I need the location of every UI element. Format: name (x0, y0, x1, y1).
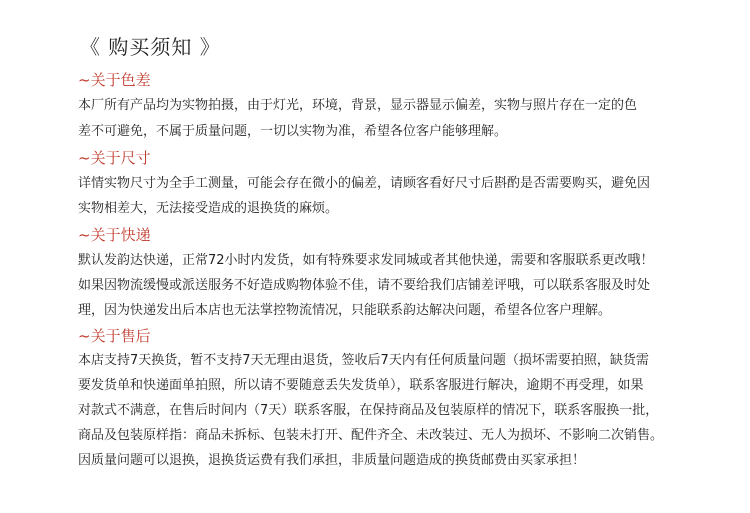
section-text-line: 实物相差大，无法接受造成的退换货的麻烦。 (78, 201, 339, 216)
section-text-line: 理，因为快递发出后本店也无法掌控物流情况，只能联系韵达解决问题，希望各位客户理解。 (78, 303, 612, 318)
section-text-line: 本厂所有产品均为实物拍摄，由于灯光，环境，背景，显示器显示偏差，实物与照片存在一定的色 (78, 98, 638, 113)
section-text-line: 如果因物流缓慢或派送服务不好造成购物体验不佳，请不要给我们店铺差评哦，可以联系客服及时处 (78, 278, 651, 293)
section-text-line: 要发货单和快递面单拍照，所以请不要随意丢失发货单），联系客服进行解决，逾期不再受理，如果 (78, 378, 644, 393)
section-text-line: 因质量问题可以退换，退换货运费有我们承担，非质量问题造成的换货邮费由买家承担！ (78, 453, 586, 468)
section-text-line: 商品及包装原样指：商品未拆标、包装未打开、配件齐全、未改装过、无人为损坏、不影响二次销售。 (78, 428, 664, 443)
section-text-line: 差不可避免，不属于质量问题，一切以实物为准，希望各位客户能够理解。 (78, 124, 508, 139)
section-heading-size: ~关于尺寸 (78, 149, 151, 167)
section-text-line: 本店支持7天换货，暂不支持7天无理由退货，签收后7天内有任何质量问题（损坏需要拍照，缺货需 (78, 353, 649, 368)
section-heading-color-difference: ~关于色差 (78, 71, 151, 89)
section-heading-after-sales: ~关于售后 (78, 327, 151, 345)
section-heading-delivery: ~关于快递 (78, 226, 151, 244)
section-text-line: 对款式不满意，在售后时间内（7天）联系客服，在保持商品及包装原样的情况下，联系客服换一批， (78, 403, 659, 418)
section-text-line: 默认发韵达快递，正常72小时内发货，如有特殊要求发同城或者其他快递，需要和客服联系更改哦！ (78, 253, 654, 268)
page-title: 《 购买须知 》 (80, 35, 221, 59)
section-text-line: 详情实物尺寸为全手工测量，可能会存在微小的偏差，请顾客看好尺寸后斟酌是否需要购买，避免因 (78, 176, 651, 191)
